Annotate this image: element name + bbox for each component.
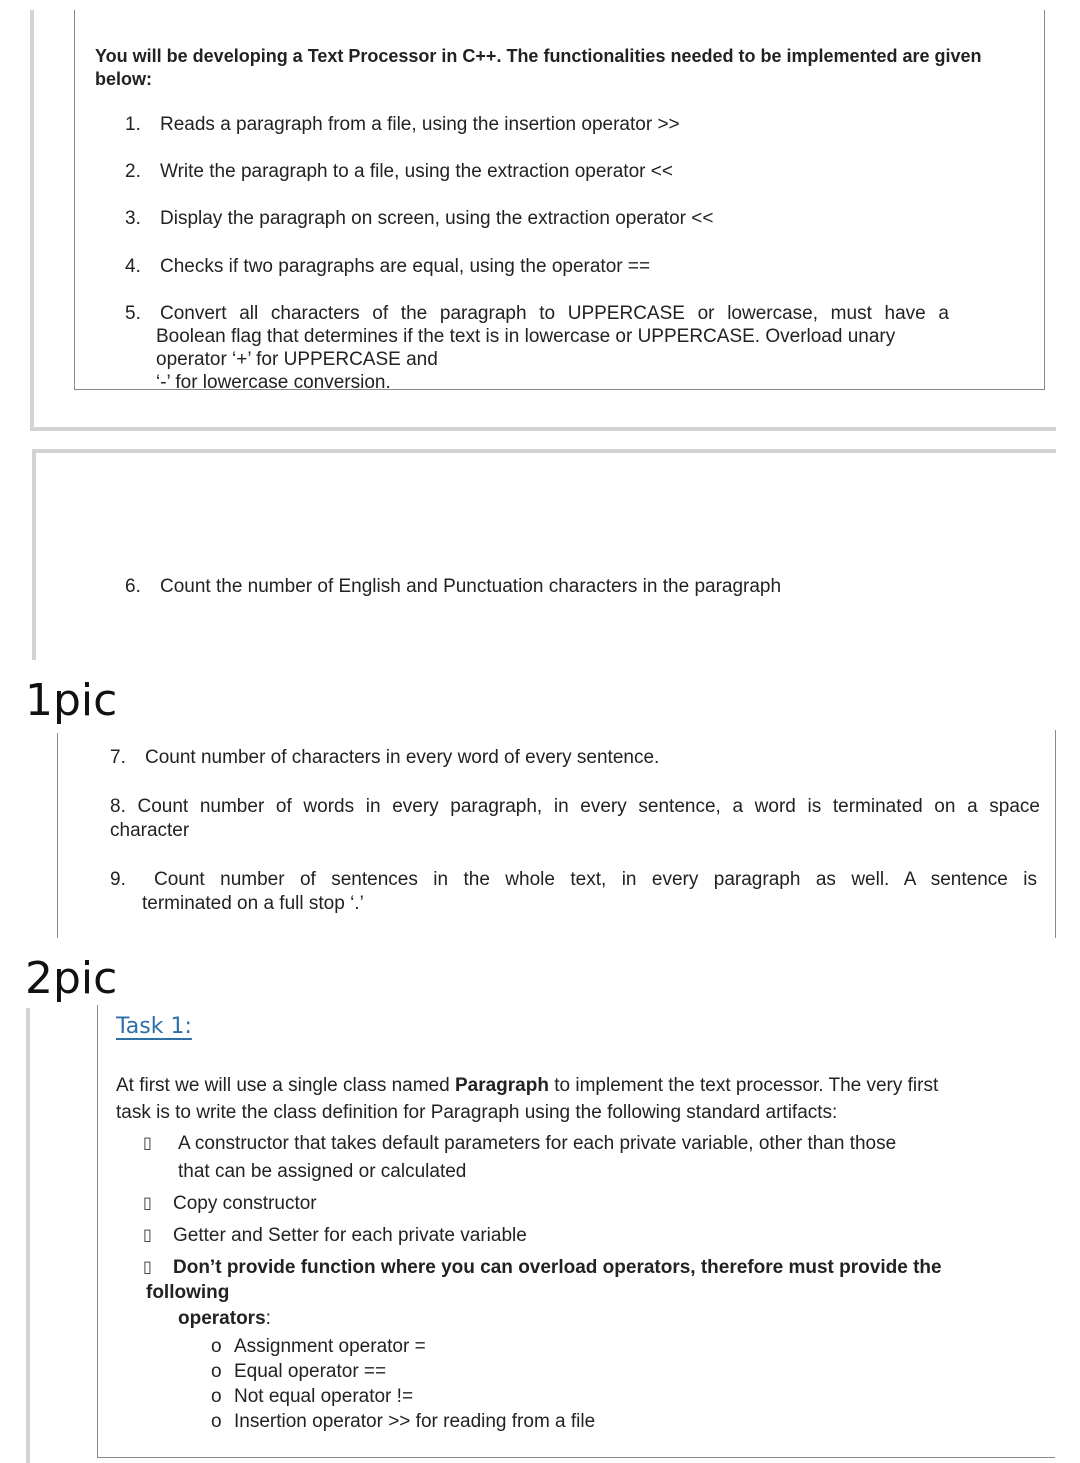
sub-bullet-icon: o bbox=[211, 1361, 222, 1382]
task-heading: Task 1: bbox=[116, 1014, 192, 1039]
panel-border-left bbox=[32, 449, 36, 660]
panel-border-bottom bbox=[30, 427, 1056, 431]
caption-label-1pic: 1pic bbox=[25, 675, 118, 726]
item-text-line2: Boolean flag that determines if the text is in lowercase or UPPERCASE. Overload unary bbox=[156, 326, 896, 347]
bullet-text: Copy constructor bbox=[173, 1193, 317, 1214]
item-number: 1. bbox=[125, 114, 141, 135]
item-number: 2. bbox=[125, 161, 141, 182]
intro-pre: At first we will use a single class named bbox=[116, 1075, 455, 1096]
bullet-text: Getter and Setter for each private variable bbox=[173, 1225, 527, 1246]
operators-colon: : bbox=[265, 1308, 271, 1329]
class-name: Paragraph bbox=[454, 1075, 549, 1096]
item-text-line3: operator ‘+’ for UPPERCASE and bbox=[156, 349, 438, 370]
box-border-bottom bbox=[74, 389, 1045, 390]
intro-text-line2: below: bbox=[95, 69, 152, 89]
item-number: 3. bbox=[125, 208, 141, 229]
item-text: Checks if two paragraphs are equal, using the operator == bbox=[160, 256, 651, 277]
box-border-left bbox=[97, 1005, 98, 1458]
box-border-left bbox=[74, 10, 75, 390]
sub-bullet-icon: o bbox=[211, 1336, 222, 1357]
item-text: Count number of characters in every word of every sentence. bbox=[145, 747, 660, 768]
bullet-icon: ▯ bbox=[143, 1133, 152, 1152]
item-text-line2: character bbox=[110, 820, 190, 841]
panel-border-left bbox=[30, 10, 34, 430]
item-number: 4. bbox=[125, 256, 141, 277]
item-text-line4: ‘-’ for lowercase conversion. bbox=[156, 372, 391, 389]
item-number: 7. bbox=[110, 747, 126, 768]
sub-item-text: Equal operator == bbox=[234, 1361, 387, 1382]
sub-item-text: Insertion operator >> for reading from a file bbox=[234, 1411, 596, 1432]
item-text-line1: Count number of sentences in the whole text, in every paragraph as well. A sentence is bbox=[154, 869, 1037, 890]
sub-bullet-icon: o bbox=[211, 1386, 222, 1407]
sub-item-text: Assignment operator = bbox=[234, 1336, 426, 1357]
box-border-right bbox=[1055, 730, 1056, 938]
operators-word: operators bbox=[178, 1308, 266, 1329]
item-text: Write the paragraph to a file, using the extraction operator << bbox=[160, 161, 673, 182]
item-text-line1: Convert all characters of the paragraph to UPPERCASE or lowercase, must have a bbox=[160, 303, 949, 324]
item-text: Display the paragraph on screen, using the extraction operator << bbox=[160, 208, 714, 229]
caption-label-2pic: 2pic bbox=[25, 953, 118, 1004]
bullet-text-line1: A constructor that takes default parameters for each private variable, other than those bbox=[178, 1133, 897, 1154]
item-text-line1: 8. Count number of words in every paragraph, in every sentence, a word is terminated on a space bbox=[110, 796, 1040, 817]
item-text: Reads a paragraph from a file, using the insertion operator >> bbox=[160, 114, 680, 135]
sub-bullet-icon: o bbox=[211, 1411, 222, 1432]
box-border-right bbox=[1044, 10, 1045, 390]
item-text-line2: terminated on a full stop ‘.’ bbox=[142, 893, 364, 914]
bullet-text-line1: Don’t provide function where you can overload operators, therefore must provide the bbox=[173, 1257, 942, 1278]
box-border-bottom bbox=[97, 1457, 1055, 1458]
bullet-text-line2: that can be assigned or calculated bbox=[178, 1161, 467, 1182]
task-intro-line1 bbox=[116, 1074, 938, 1097]
bullet-icon: ▯ bbox=[143, 1193, 152, 1212]
box-border-left bbox=[57, 733, 58, 938]
panel-border-top bbox=[32, 449, 1056, 453]
item-number: 9. bbox=[110, 869, 126, 890]
panel-border-left bbox=[26, 1008, 30, 1463]
bullet-text-line2: following bbox=[146, 1282, 230, 1303]
bullet-icon: ▯ bbox=[143, 1225, 152, 1244]
bullet-icon: ▯ bbox=[143, 1257, 152, 1276]
intro-post: to implement the text processor. The very first bbox=[548, 1075, 939, 1096]
intro-text-line1: You will be developing a Text Processor in C++. The functionalities needed to be implemented are given bbox=[95, 46, 982, 66]
item-text: Count the number of English and Punctuation characters in the paragraph bbox=[160, 576, 782, 597]
item-number: 6. bbox=[125, 576, 141, 597]
operators-label bbox=[178, 1307, 271, 1330]
task-intro-line2: task is to write the class definition for Paragraph using the following standard artifacts: bbox=[116, 1102, 838, 1123]
sub-item-text: Not equal operator != bbox=[234, 1386, 414, 1407]
item-number: 5. bbox=[125, 303, 141, 324]
